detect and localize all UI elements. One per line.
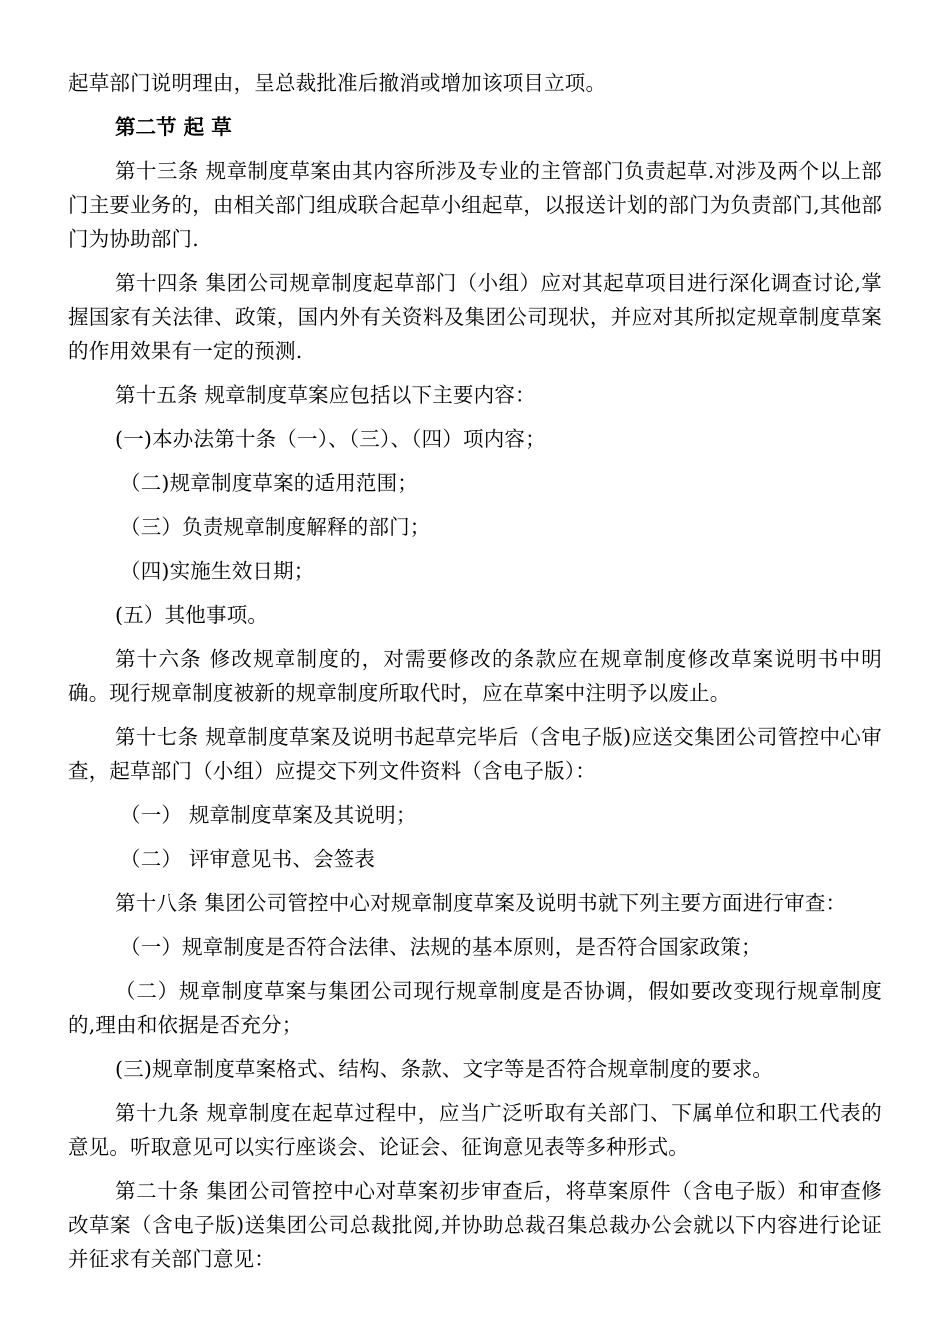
article-15: 第十五条 规章制度草案应包括以下主要内容： xyxy=(115,383,536,407)
article-17: 第十七条 规章制度草案及说明书起草完毕后（含电子版)应送交集团公司管控中心审查，起草部门（小组）应提交下列文件资料（含电子版）： xyxy=(68,725,882,783)
list-item: （三）负责规章制度解释的部门； xyxy=(120,515,431,539)
article-13: 第十三条 规章制度草案由其内容所涉及专业的主管部门负责起草.对涉及两个以上部门主要业务的，由相关部门组成联合起草小组起草，以报送计划的部门为负责部门,其他部门为协助部门. xyxy=(68,159,883,251)
list-item: （二） 评审意见书、会签表 xyxy=(120,847,376,871)
list-item: (三)规章制度草案格式、结构、条款、文字等是否符合规章制度的要求。 xyxy=(115,1057,774,1081)
article-14: 第十四条 集团公司规章制度起草部门（小组）应对其起草项目进行深化调查讨论,掌握国家有关法律、政策，国内外有关资料及集团公司现状，并应对其所拟定规章制度草案的作用效果有一定的预测. xyxy=(68,271,882,363)
list-item: （一） 规章制度草案及其说明； xyxy=(120,803,417,827)
list-item: (一)本办法第十条（一）、（三）、（四）项内容； xyxy=(115,427,546,451)
list-item: （二)规章制度草案的适用范围； xyxy=(120,471,418,495)
list-item: (五）其他事项。 xyxy=(115,603,269,627)
article-19: 第十九条 规章制度在起草过程中，应当广泛听取有关部门、下属单位和职工代表的意见。听取意见可以实行座谈会、论证会、征询意见表等多种形式。 xyxy=(68,1101,882,1159)
article-18: 第十八条 集团公司管控中心对规章制度草案及说明书就下列主要方面进行审查： xyxy=(115,891,847,915)
article-16: 第十六条 修改规章制度的，对需要修改的条款应在规章制度修改草案说明书中明确。现行规章制度被新的规章制度所取代时，应在草案中注明予以废止。 xyxy=(68,647,882,705)
list-item: （一）规章制度是否符合法律、法规的基本原则，是否符合国家政策； xyxy=(120,935,762,959)
list-item: （二）规章制度草案与集团公司现行规章制度是否协调，假如要改变现行规章制度的,理由和依据是否充分； xyxy=(68,979,882,1037)
list-item: （四)实施生效日期； xyxy=(120,559,315,583)
section-heading: 第二节 起 草 xyxy=(115,115,232,139)
paragraph-continuation: 起草部门说明理由，呈总裁批准后撤消或增加该项目立项。 xyxy=(68,71,607,95)
article-20: 第二十条 集团公司管控中心对草案初步审查后，将草案原件（含电子版）和审查修改草案（含电子版)送集团公司总裁批阅,并协助总裁召集总裁办公会就以下内容进行论证并征求有关部门意见： xyxy=(68,1179,882,1271)
document-page xyxy=(68,66,882,1286)
